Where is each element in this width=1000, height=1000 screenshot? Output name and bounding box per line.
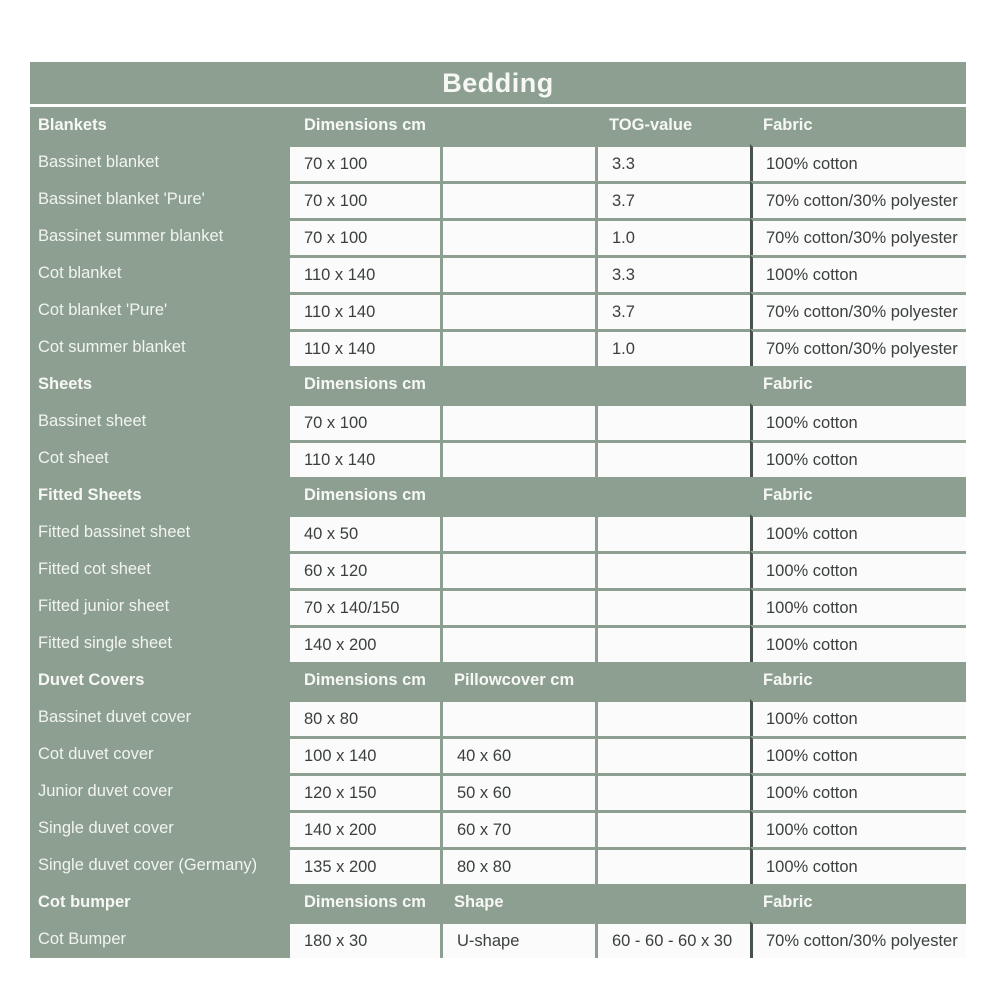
- row-cell: 70% cotton/30% polyester: [750, 181, 966, 218]
- row-cell: 100% cotton: [750, 847, 966, 884]
- row-cell-empty: [440, 181, 595, 218]
- column-header-empty: [440, 477, 595, 514]
- table-row: [30, 440, 966, 477]
- column-header: Dimensions cm: [290, 477, 440, 514]
- table-row: [30, 736, 966, 773]
- column-header: Dimensions cm: [290, 884, 440, 921]
- table-row: [30, 329, 966, 366]
- table-row: [30, 218, 966, 255]
- column-header: Shape: [440, 884, 595, 921]
- table-row: [30, 847, 966, 884]
- row-cell: 70 x 100: [290, 181, 440, 218]
- row-cell-empty: [595, 514, 750, 551]
- column-header: Fabric: [750, 884, 966, 921]
- row-cell: 70 x 140/150: [290, 588, 440, 625]
- row-name: Cot duvet cover: [30, 736, 290, 773]
- row-cell-empty: [440, 329, 595, 366]
- section-header-row: [30, 107, 966, 144]
- row-cell: 110 x 140: [290, 440, 440, 477]
- row-cell-empty: [440, 403, 595, 440]
- section-label: Fitted Sheets: [30, 477, 290, 514]
- section-header-row: [30, 662, 966, 699]
- table-row: [30, 773, 966, 810]
- row-cell-empty: [440, 699, 595, 736]
- row-cell: 3.3: [595, 255, 750, 292]
- row-cell-empty: [440, 440, 595, 477]
- row-name: Junior duvet cover: [30, 773, 290, 810]
- table-row: [30, 921, 966, 958]
- table-row: [30, 514, 966, 551]
- row-cell: 1.0: [595, 218, 750, 255]
- row-name: Bassinet duvet cover: [30, 699, 290, 736]
- row-name: Cot blanket: [30, 255, 290, 292]
- row-cell-empty: [595, 847, 750, 884]
- table-row: [30, 144, 966, 181]
- row-cell: 100% cotton: [750, 403, 966, 440]
- row-cell: 100% cotton: [750, 514, 966, 551]
- row-cell-empty: [595, 736, 750, 773]
- row-cell: 60 x 120: [290, 551, 440, 588]
- row-cell: 100% cotton: [750, 588, 966, 625]
- row-cell: 3.7: [595, 181, 750, 218]
- row-cell-empty: [595, 588, 750, 625]
- table-row: [30, 588, 966, 625]
- row-name: Cot summer blanket: [30, 329, 290, 366]
- column-header-empty: [595, 884, 750, 921]
- row-cell-empty: [440, 144, 595, 181]
- row-name: Bassinet sheet: [30, 403, 290, 440]
- table-row: [30, 699, 966, 736]
- section-header-row: [30, 477, 966, 514]
- table-grid: [30, 107, 966, 958]
- row-cell: U-shape: [440, 921, 595, 958]
- row-cell: 100% cotton: [750, 736, 966, 773]
- column-header: Fabric: [750, 366, 966, 403]
- section-label: Sheets: [30, 366, 290, 403]
- row-name: Cot Bumper: [30, 921, 290, 958]
- row-cell: 50 x 60: [440, 773, 595, 810]
- row-cell: 100% cotton: [750, 440, 966, 477]
- row-cell: 100% cotton: [750, 810, 966, 847]
- row-cell: 100% cotton: [750, 773, 966, 810]
- row-name: Bassinet blanket: [30, 144, 290, 181]
- row-cell: 110 x 140: [290, 329, 440, 366]
- row-name: Fitted single sheet: [30, 625, 290, 662]
- row-cell-empty: [595, 810, 750, 847]
- column-header-empty: [440, 366, 595, 403]
- row-cell: 1.0: [595, 329, 750, 366]
- row-cell: 60 - 60 - 60 x 30: [595, 921, 750, 958]
- column-header-empty: [595, 477, 750, 514]
- column-header: Dimensions cm: [290, 107, 440, 144]
- row-cell: 180 x 30: [290, 921, 440, 958]
- table-row: [30, 292, 966, 329]
- row-cell: 110 x 140: [290, 255, 440, 292]
- column-header: Pillowcover cm: [440, 662, 595, 699]
- row-name: Single duvet cover (Germany): [30, 847, 290, 884]
- column-header-empty: [440, 107, 595, 144]
- row-cell-empty: [595, 773, 750, 810]
- row-cell: 140 x 200: [290, 625, 440, 662]
- row-cell: 80 x 80: [440, 847, 595, 884]
- section-label: Duvet Covers: [30, 662, 290, 699]
- row-cell: 100% cotton: [750, 699, 966, 736]
- column-header: Dimensions cm: [290, 662, 440, 699]
- row-cell-empty: [440, 218, 595, 255]
- row-cell: 70% cotton/30% polyester: [750, 329, 966, 366]
- row-name: Cot blanket 'Pure': [30, 292, 290, 329]
- row-cell: 70% cotton/30% polyester: [750, 921, 966, 958]
- row-cell-empty: [440, 255, 595, 292]
- row-cell: 70% cotton/30% polyester: [750, 292, 966, 329]
- row-cell: 70 x 100: [290, 403, 440, 440]
- row-name: Single duvet cover: [30, 810, 290, 847]
- row-cell: 40 x 50: [290, 514, 440, 551]
- section-header-row: [30, 884, 966, 921]
- table-row: [30, 403, 966, 440]
- section-header-row: [30, 366, 966, 403]
- row-name: Fitted junior sheet: [30, 588, 290, 625]
- row-cell: 100% cotton: [750, 625, 966, 662]
- table-row: [30, 625, 966, 662]
- row-cell-empty: [440, 514, 595, 551]
- section-label: Cot bumper: [30, 884, 290, 921]
- row-cell: 80 x 80: [290, 699, 440, 736]
- table-title-bar: [30, 62, 966, 107]
- row-cell-empty: [440, 551, 595, 588]
- row-cell: 135 x 200: [290, 847, 440, 884]
- column-header: Fabric: [750, 477, 966, 514]
- column-header: Fabric: [750, 107, 966, 144]
- row-cell: 3.7: [595, 292, 750, 329]
- row-name: Bassinet summer blanket: [30, 218, 290, 255]
- row-cell: 120 x 150: [290, 773, 440, 810]
- row-cell: 100% cotton: [750, 255, 966, 292]
- row-cell: 110 x 140: [290, 292, 440, 329]
- row-name: Fitted cot sheet: [30, 551, 290, 588]
- column-header: TOG-value: [595, 107, 750, 144]
- row-cell: 70% cotton/30% polyester: [750, 218, 966, 255]
- row-name: Fitted bassinet sheet: [30, 514, 290, 551]
- row-cell-empty: [595, 625, 750, 662]
- row-cell: 70 x 100: [290, 218, 440, 255]
- column-header: Fabric: [750, 662, 966, 699]
- page-title: Bedding: [442, 67, 554, 98]
- row-cell-empty: [440, 625, 595, 662]
- row-cell: 100% cotton: [750, 551, 966, 588]
- table-row: [30, 810, 966, 847]
- row-cell-empty: [595, 699, 750, 736]
- row-name: Cot sheet: [30, 440, 290, 477]
- table-row: [30, 181, 966, 218]
- row-cell-empty: [595, 403, 750, 440]
- row-cell-empty: [440, 588, 595, 625]
- column-header-empty: [595, 366, 750, 403]
- row-cell: 60 x 70: [440, 810, 595, 847]
- row-cell: 100 x 140: [290, 736, 440, 773]
- column-header: Dimensions cm: [290, 366, 440, 403]
- row-cell-empty: [595, 440, 750, 477]
- row-cell-empty: [440, 292, 595, 329]
- row-cell: 100% cotton: [750, 144, 966, 181]
- section-label: Blankets: [30, 107, 290, 144]
- row-cell: 3.3: [595, 144, 750, 181]
- table-row: [30, 551, 966, 588]
- table-row: [30, 255, 966, 292]
- row-name: Bassinet blanket 'Pure': [30, 181, 290, 218]
- bedding-table: [30, 62, 966, 958]
- row-cell: 70 x 100: [290, 144, 440, 181]
- row-cell: 140 x 200: [290, 810, 440, 847]
- row-cell-empty: [595, 551, 750, 588]
- row-cell: 40 x 60: [440, 736, 595, 773]
- column-header-empty: [595, 662, 750, 699]
